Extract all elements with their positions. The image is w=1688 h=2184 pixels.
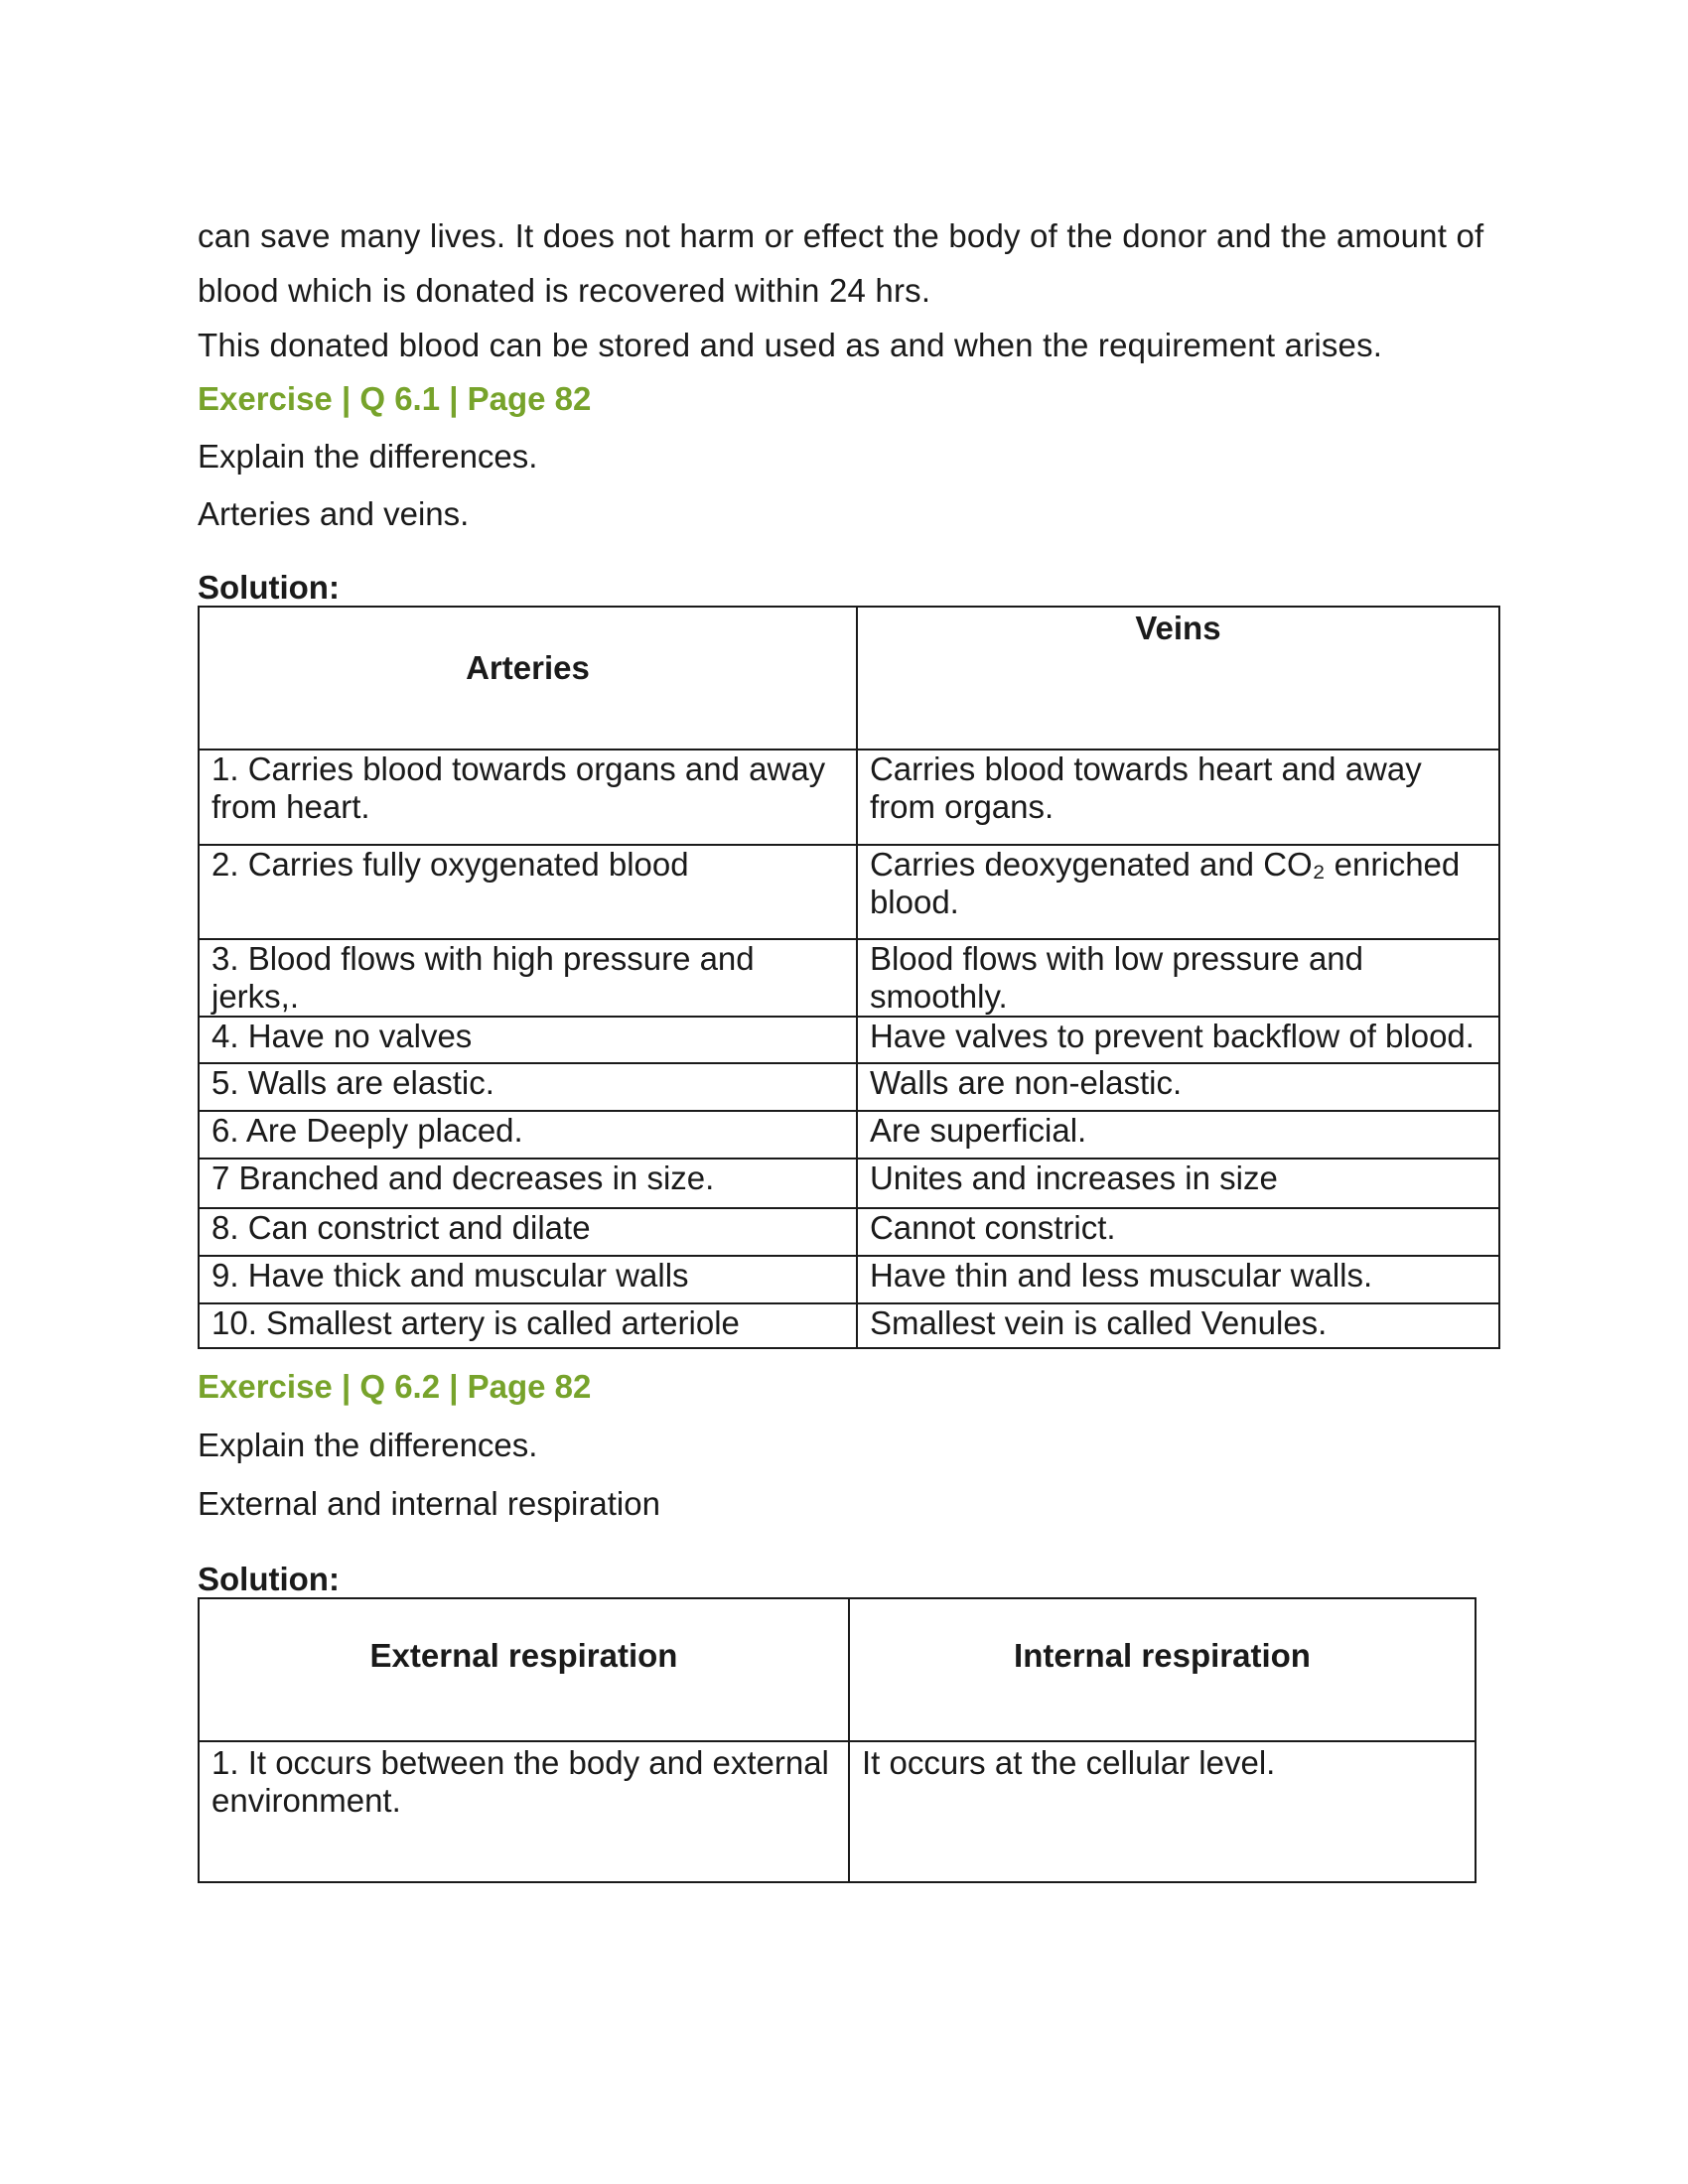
- arteries-veins-table: [198, 606, 1500, 1349]
- vein-cell: Cannot constrict.: [857, 1208, 1499, 1256]
- artery-cell: 5. Walls are elastic.: [199, 1063, 857, 1111]
- vein-cell: Carries deoxygenated and CO₂ enriched blood.: [857, 845, 1499, 939]
- table-row: [199, 845, 1499, 939]
- vein-cell: Smallest vein is called Venules.: [857, 1303, 1499, 1348]
- artery-cell: 6. Are Deeply placed.: [199, 1111, 857, 1159]
- intro-line-2: blood which is donated is recovered within 24 hrs.: [198, 272, 931, 309]
- artery-cell: 8. Can constrict and dilate: [199, 1208, 857, 1256]
- internal-respiration-cell: It occurs at the cellular level.: [849, 1741, 1476, 1882]
- column-header-internal-respiration: Internal respiration: [849, 1598, 1476, 1741]
- column-header-veins: Veins: [857, 607, 1499, 750]
- artery-cell: 3. Blood flows with high pressure and jerks,.: [199, 939, 857, 1017]
- vein-cell: Carries blood towards heart and away from organs.: [857, 750, 1499, 845]
- artery-cell: 7 Branched and decreases in size.: [199, 1159, 857, 1208]
- table-header-row: [199, 607, 1499, 750]
- solution-label-6-1: Solution:: [198, 569, 340, 606]
- vein-cell: Walls are non-elastic.: [857, 1063, 1499, 1111]
- table-row: [199, 1256, 1499, 1303]
- table-row: [199, 1111, 1499, 1159]
- table-row: [199, 1159, 1499, 1208]
- table-header-row: [199, 1598, 1476, 1741]
- table-row: [199, 1017, 1499, 1063]
- topic-6-1: Arteries and veins.: [198, 495, 470, 532]
- table-row: [199, 1208, 1499, 1256]
- vein-cell: Have valves to prevent backflow of blood.: [857, 1017, 1499, 1063]
- table-row: [199, 1063, 1499, 1111]
- solution-label-6-2: Solution:: [198, 1561, 340, 1597]
- topic-6-2: External and internal respiration: [198, 1485, 660, 1522]
- column-header-arteries: Arteries: [199, 607, 857, 750]
- artery-cell: 10. Smallest artery is called arteriole: [199, 1303, 857, 1348]
- document-page: [198, 208, 1508, 1883]
- vein-cell: Are superficial.: [857, 1111, 1499, 1159]
- table-row: [199, 750, 1499, 845]
- intro-line-3: This donated blood can be stored and used as and when the requirement arises.: [198, 327, 1383, 363]
- vein-cell: Unites and increases in size: [857, 1159, 1499, 1208]
- question-6-1: Explain the differences.: [198, 438, 538, 475]
- vein-cell: Blood flows with low pressure and smoothly.: [857, 939, 1499, 1017]
- question-6-2: Explain the differences.: [198, 1427, 538, 1463]
- table-row: [199, 1303, 1499, 1348]
- external-respiration-cell: 1. It occurs between the body and external environment.: [199, 1741, 849, 1882]
- table-row: [199, 1741, 1476, 1882]
- exercise-heading-6-2: Exercise | Q 6.2 | Page 82: [198, 1368, 592, 1405]
- artery-cell: 4. Have no valves: [199, 1017, 857, 1063]
- intro-line-1: can save many lives. It does not harm or effect the body of the donor and the amount of: [198, 217, 1484, 254]
- respiration-table: [198, 1597, 1477, 1883]
- vein-cell: Have thin and less muscular walls.: [857, 1256, 1499, 1303]
- artery-cell: 9. Have thick and muscular walls: [199, 1256, 857, 1303]
- artery-cell: 1. Carries blood towards organs and away from heart.: [199, 750, 857, 845]
- exercise-heading-6-1: Exercise | Q 6.1 | Page 82: [198, 380, 592, 417]
- table-row: [199, 939, 1499, 1017]
- artery-cell: 2. Carries fully oxygenated blood: [199, 845, 857, 939]
- column-header-external-respiration: External respiration: [199, 1598, 849, 1741]
